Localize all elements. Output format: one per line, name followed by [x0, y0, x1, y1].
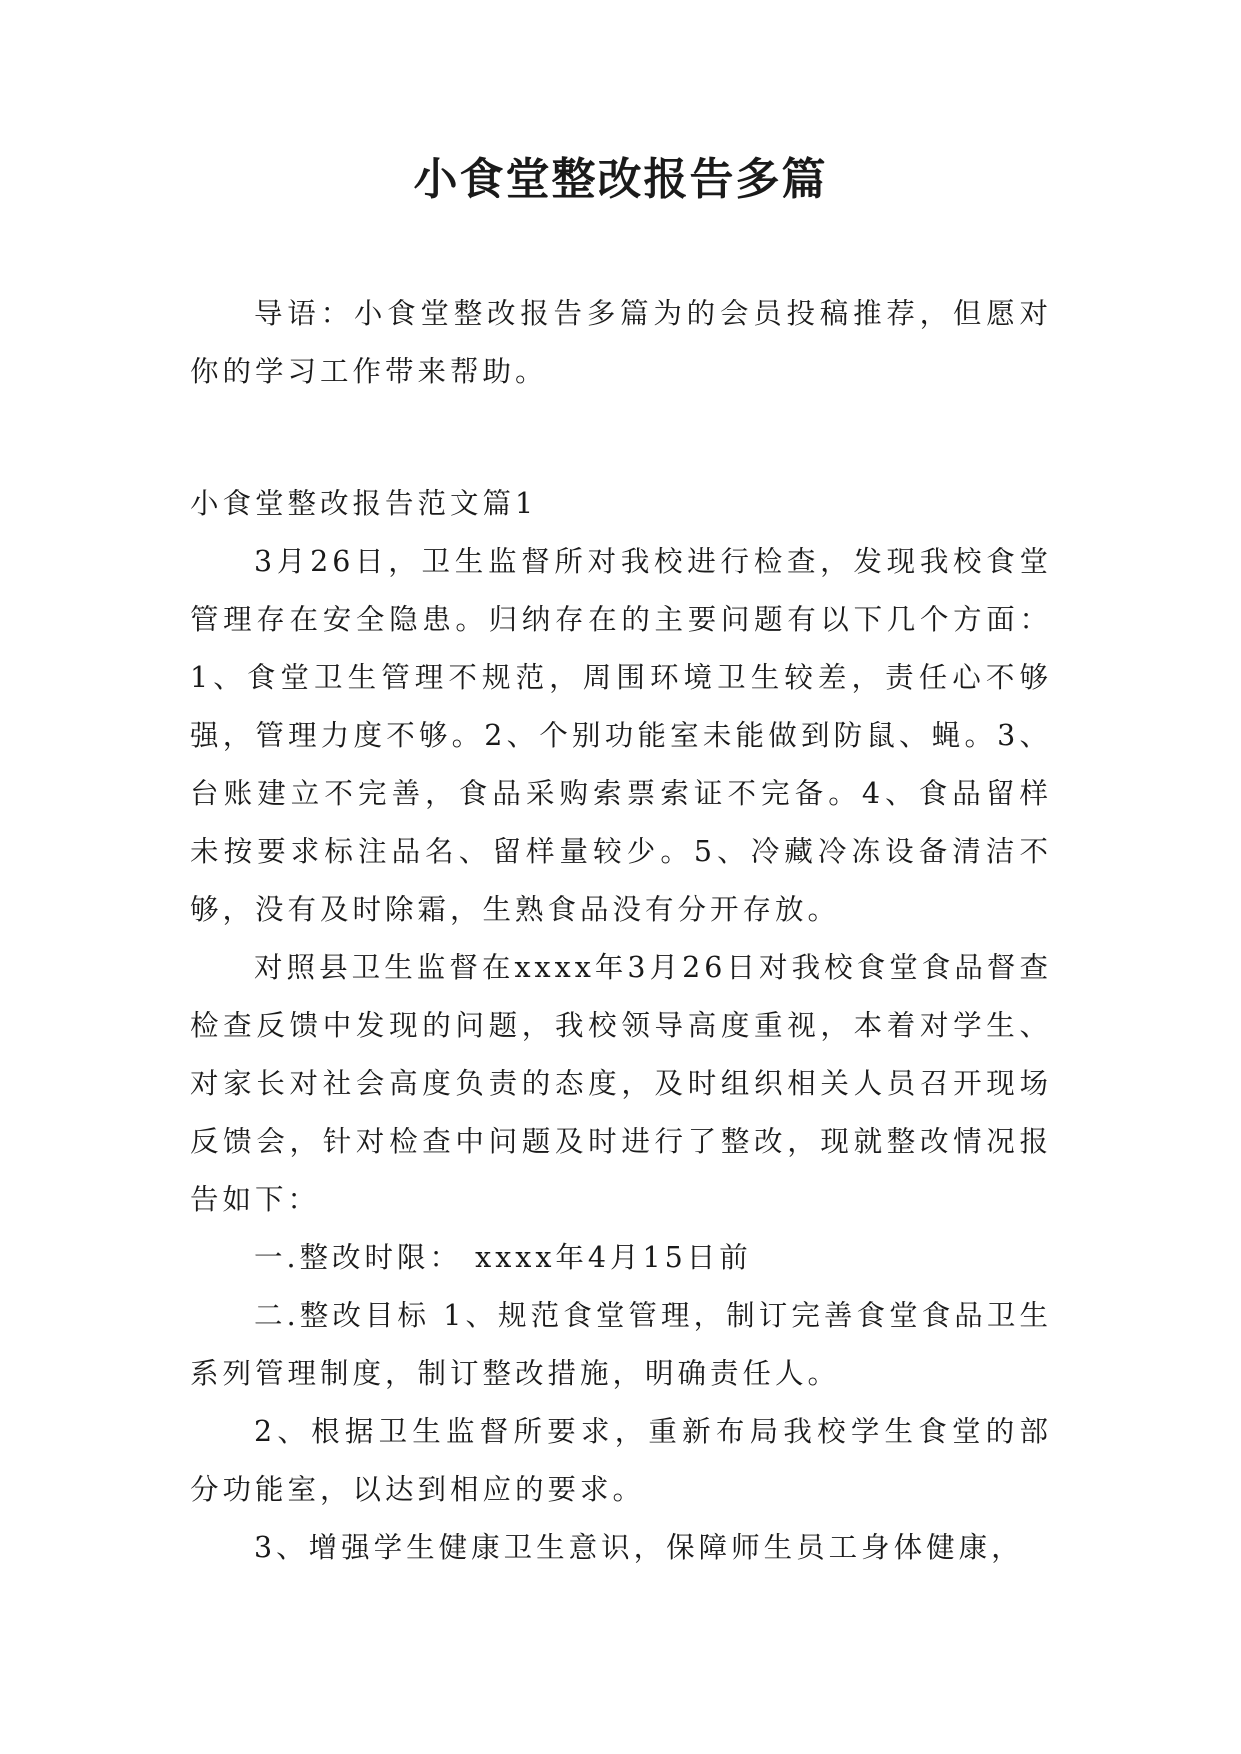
- paragraph: 3、增强学生健康卫生意识，保障师生员工身体健康，: [254, 1531, 1024, 1564]
- intro-paragraph: 导语：小食堂整改报告多篇为的会员投稿推荐，但愿对你的学习工作带来帮助。: [190, 297, 1052, 388]
- paragraph: 3月26日，卫生监督所对我校进行检查，发现我校食堂管理存在安全隐患。归纳存在的主要问题有以下几个方面：1、食堂卫生管理不规范，周围环境卫生较差，责任心不够强，管理力度不够。2、个别功能室未能做到防鼠、蝇。3、台账建立不完善，食品采购索票索证不完备。4、食品留样未按要求标注品名、留样量较少。5、冷藏冷冻设备清洁不够，没有及时除霜，生熟食品没有分开存放。: [190, 545, 1052, 926]
- section-heading: 小食堂整改报告范文篇1: [190, 487, 538, 520]
- paragraph: 对照县卫生监督在xxxx年3月26日对我校食堂食品督查检查反馈中发现的问题，我校领导高度重视，本着对学生、对家长对社会高度负责的态度，及时组织相关人员召开现场反馈会，针对检查中问题及时进行了整改，现就整改情况报告如下：: [190, 951, 1052, 1216]
- document-body: [190, 285, 1052, 1577]
- paragraph: 2、根据卫生监督所要求，重新布局我校学生食堂的部分功能室，以达到相应的要求。: [190, 1415, 1052, 1506]
- paragraph: 二.整改目标 1、规范食堂管理，制订完善食堂食品卫生系列管理制度，制订整改措施，明确责任人。: [190, 1299, 1052, 1390]
- document-title: 小食堂整改报告多篇: [413, 154, 828, 205]
- paragraph: 一.整改时限： xxxx年4月15日前: [254, 1241, 752, 1274]
